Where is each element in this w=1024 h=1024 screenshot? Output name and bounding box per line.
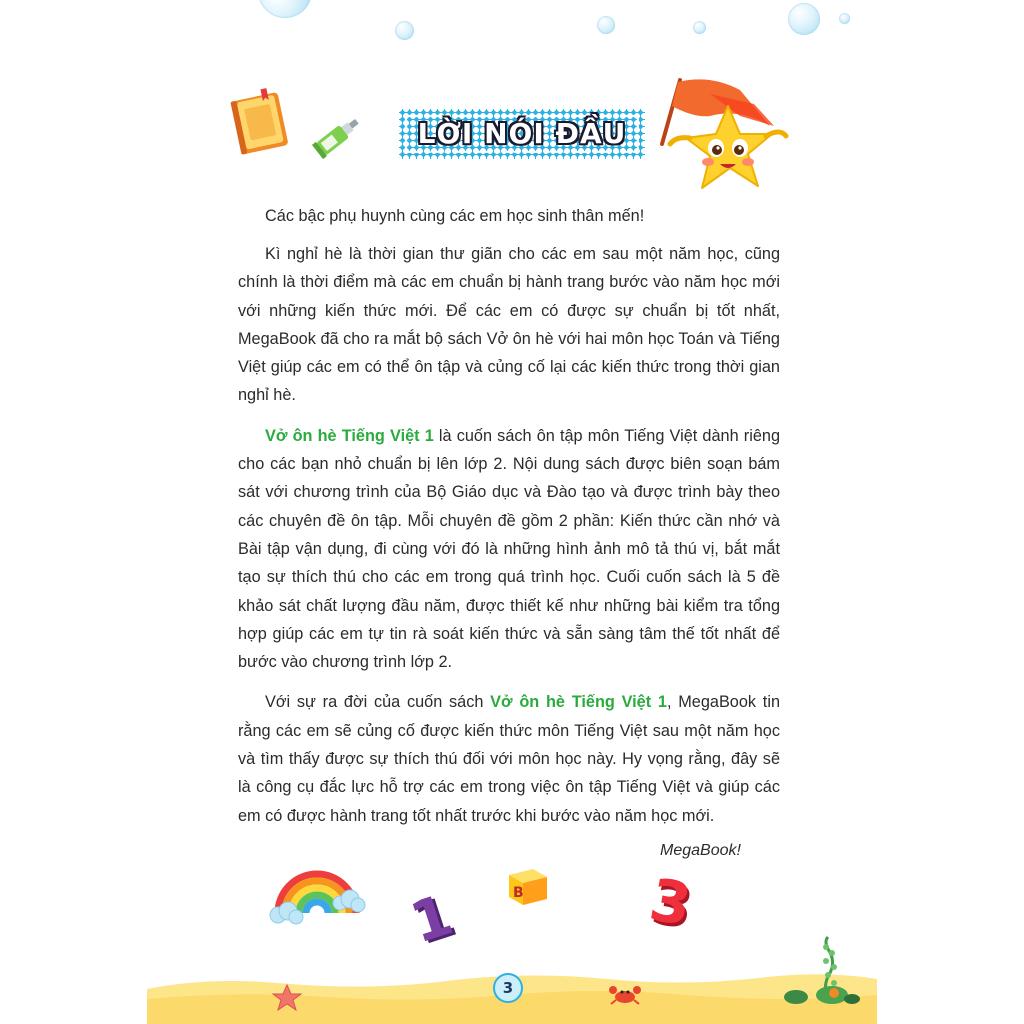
seaweed-icon	[782, 935, 862, 1007]
number-one-glyph: 1	[403, 882, 461, 957]
page-number: 3	[493, 973, 523, 1003]
paragraph-intro: Kì nghỉ hè là thời gian thư giãn cho các em sau một năm học, cũng chính là thời điểm mà các em chuẩn bị hành trang bước vào năm học mới với những kiến thức mới. Để các em có được sự chuẩn bị tốt nhất, MegaBook đã cho ra mắt bộ sách Vở ôn hè với hai môn học Toán và Tiếng Việt giúp các em có thể ôn tập và củng cố lại các kiến thức trong thời gian nghỉ hè.	[238, 245, 780, 405]
bubble-icon	[597, 16, 615, 34]
star-mascot-icon	[650, 76, 795, 210]
glue-tube-icon	[310, 112, 366, 160]
paragraph-closing-text: , MegaBook tin rằng các em sẽ củng cố được kiến thức môn Tiếng Việt sau một năm học và tìm thấy được sự thích thú đối với môn học này. Hy vọng rằng, đây sẽ là công cụ đắc lực hỗ trợ các em trong việc ôn tập Tiếng Việt và giúp các em có được hành trang tốt nhất trước khi bước vào năm học mới.	[238, 693, 780, 825]
bubble-icon	[839, 13, 850, 24]
bubble-icon	[395, 21, 414, 40]
signature: MegaBook!	[660, 842, 741, 859]
paragraph-book-description-text: là cuốn sách ôn tập môn Tiếng Việt dành riêng cho các bạn nhỏ chuẩn bị lên lớp 2. Nội dung sách được biên soạn bám sát với chương trình của Bộ Giáo dục và Đào tạo và được trình bày theo các chuyên đề ôn tập. Mỗi chuyên đề gồm 2 phần: Kiến thức cần nhớ và Bài tập vận dụng, đi cùng với đó là những hình ảnh mô tả thú vị, bắt mắt tạo sự thích thú cho các em trong quá trình học. Cuối cuốn sách là 5 đề khảo sát chất lượng đầu năm, được thiết kế như những bài kiểm tra tổng hợp giúp các em tự tin rà soát kiến thức và sẵn sàng tâm thế tốt nhất để bước vào chương trình lớp 2.	[238, 426, 780, 672]
rainbow-icon	[268, 855, 366, 927]
paragraph-closing	[238, 688, 780, 829]
book-icon	[227, 84, 295, 158]
number-three-glyph: 3	[644, 865, 697, 940]
paragraph-book-description	[238, 422, 780, 677]
body-paragraphs	[238, 240, 780, 830]
bubble-icon	[693, 21, 706, 34]
page-title: LỜI NÓI ĐẦU	[417, 117, 627, 150]
greeting: Các bậc phụ huynh cùng các em học sinh thân mến!	[265, 207, 645, 225]
bubble-icon	[788, 3, 820, 35]
letter-block-icon	[505, 865, 551, 907]
book-title-highlight: Vở ôn hè Tiếng Việt 1	[490, 693, 667, 712]
book-title-highlight: Vở ôn hè Tiếng Việt 1	[265, 426, 434, 445]
starfish-icon	[270, 983, 304, 1013]
crab-icon	[608, 982, 642, 1006]
paragraph-closing-start: Với sự ra đời của cuốn sách	[265, 693, 491, 712]
block-letter: B	[513, 885, 524, 901]
